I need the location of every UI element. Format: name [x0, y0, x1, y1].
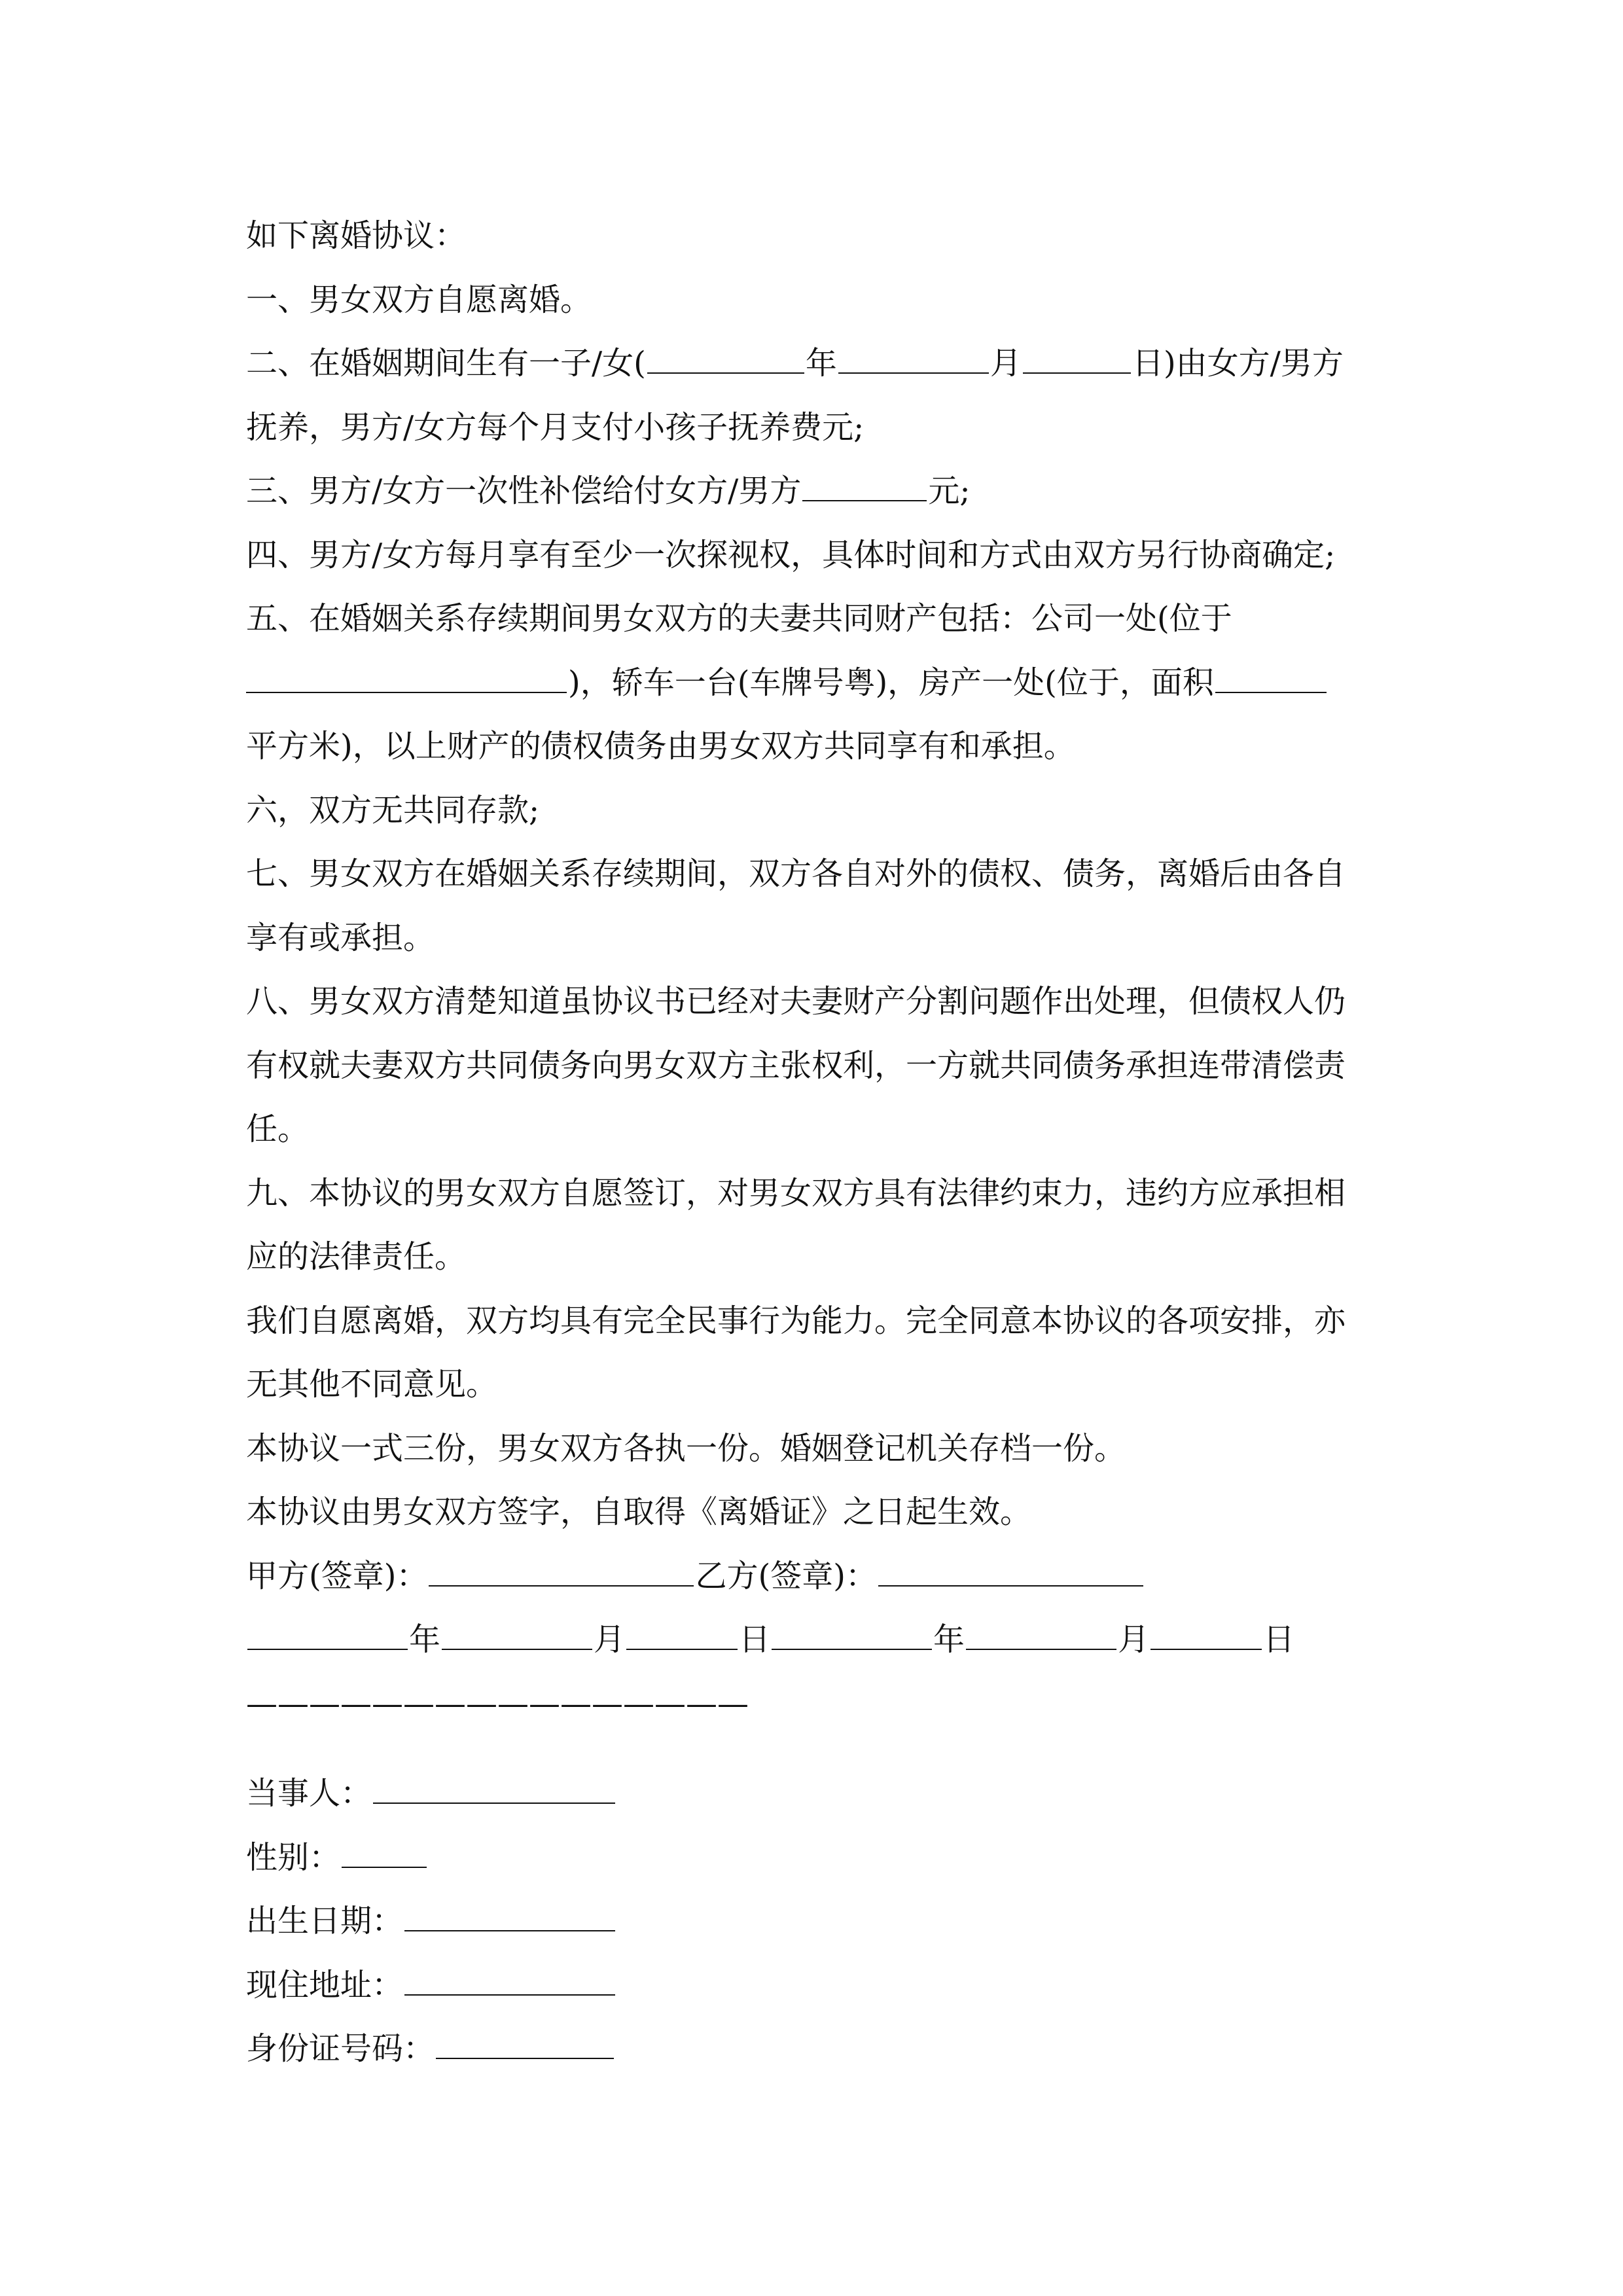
clause-8-line-3: 任。 — [246, 1111, 310, 1147]
party-a-year-blank[interactable] — [247, 1619, 408, 1650]
clause-3-suffix: 元; — [928, 473, 971, 509]
id-number-field — [246, 2017, 1378, 2081]
clause-7-line-1: 七、男女双方在婚姻关系存续期间，双方各自对外的债权、债务，离婚后由各自 — [246, 855, 1346, 892]
clause-2-line-2: 抚养，男方/女方每个月支付小孩子抚养费元; — [246, 408, 865, 446]
copies-line: 本协议一式三份，男女双方各执一份。婚姻登记机关存档一份。 — [246, 1429, 1126, 1467]
gender-label: 性别： — [246, 1839, 341, 1876]
gender-field — [246, 1826, 1378, 1890]
clause-3 — [246, 459, 1378, 524]
company-location-blank[interactable] — [246, 662, 567, 693]
intro-line: 如下离婚协议： — [246, 217, 467, 254]
party-field — [246, 1762, 1378, 1826]
clause-9-line-1: 九、本协议的男女双方自愿签订，对男女双方具有法律约束力，违约方应承担相 — [246, 1174, 1346, 1211]
gender-input[interactable] — [342, 1837, 427, 1868]
clause-3-prefix: 三、男方/女方一次性补偿给付女方/男方 — [246, 473, 802, 509]
divider-line: ———————————————— — [246, 1685, 749, 1722]
party-a-month-blank[interactable] — [442, 1619, 592, 1650]
party-label: 当事人： — [246, 1775, 372, 1812]
party-b-month-blank[interactable] — [966, 1619, 1116, 1650]
month-label: 月 — [1118, 1621, 1150, 1658]
month-label: 月 — [594, 1621, 626, 1658]
id-number-input[interactable] — [436, 2028, 614, 2059]
clause-2-line-1 — [246, 332, 1378, 396]
party-b-year-blank[interactable] — [772, 1619, 932, 1650]
year-label: 年 — [933, 1621, 965, 1658]
signature-date-line — [246, 1608, 1378, 1672]
party-a-day-blank[interactable] — [626, 1619, 738, 1650]
effective-line: 本协议由男女双方签字，自取得《离婚证》之日起生效。 — [246, 1494, 1032, 1530]
party-b-label: 乙方(签章)： — [695, 1557, 877, 1594]
birth-date-label: 出生日期： — [246, 1903, 404, 1939]
clause-4: 四、男方/女方每月享有至少一次探视权，具体时间和方式由双方另行协商确定; — [246, 536, 1336, 573]
clause-2-prefix: 二、在婚姻期间生有一子/女( — [246, 345, 646, 382]
address-label: 现住地址： — [246, 1966, 404, 2003]
year-label: 年 — [805, 345, 837, 382]
birth-date-input[interactable] — [404, 1900, 615, 1931]
statement-line-1: 我们自愿离婚，双方均具有完全民事行为能力。完全同意本协议的各项安排，亦 — [246, 1302, 1346, 1339]
party-a-label: 甲方(签章)： — [246, 1557, 428, 1594]
party-a-signature-blank[interactable] — [429, 1555, 694, 1587]
clause-7-line-2: 享有或承担。 — [246, 919, 435, 956]
clause-6: 六，双方无共同存款; — [246, 791, 540, 829]
year-label: 年 — [409, 1621, 441, 1658]
id-number-label: 身份证号码： — [246, 2030, 435, 2067]
clause-5-line-1: 五、在婚姻关系存续期间男女双方的夫妻共同财产包括：公司一处(位于 — [246, 600, 1232, 637]
child-birth-year-blank[interactable] — [647, 342, 804, 374]
house-area-blank[interactable] — [1215, 662, 1327, 693]
child-birth-month-blank[interactable] — [838, 342, 989, 374]
party-input[interactable] — [373, 1772, 615, 1804]
spacer — [246, 1736, 1378, 1762]
clause-1: 一、男女双方自愿离婚。 — [246, 281, 592, 318]
clause-8-line-2: 有权就夫妻双方共同债务向男女双方主张权利，一方就共同债务承担连带清偿责 — [246, 1047, 1346, 1084]
clause-9-line-2: 应的法律责任。 — [246, 1238, 467, 1275]
month-label: 月 — [990, 345, 1022, 382]
clause-8-line-1: 八、男女双方清楚知道虽协议书已经对夫妻财产分割问题作出处理，但债权人仍 — [246, 983, 1346, 1020]
address-field — [246, 1954, 1378, 2018]
birth-date-field — [246, 1890, 1378, 1954]
child-birth-day-blank[interactable] — [1023, 342, 1131, 374]
address-input[interactable] — [404, 1964, 615, 1996]
party-b-day-blank[interactable] — [1150, 1619, 1262, 1650]
clause-5-line-3: 平方米)，以上财产的债权债务由男女双方共同享有和承担。 — [246, 728, 1075, 764]
day-label: 日 — [1263, 1621, 1295, 1658]
compensation-amount-blank[interactable] — [802, 470, 927, 501]
clause-5-mid: )，轿车一台(车牌号粤)，房产一处(位于，面积 — [568, 664, 1214, 701]
statement-line-2: 无其他不同意见。 — [246, 1366, 498, 1403]
clause-5-line-2 — [246, 651, 1378, 715]
agreement-page — [246, 204, 1378, 2081]
party-b-signature-blank[interactable] — [878, 1555, 1143, 1587]
clause-2-day-suffix: 日)由女方/男方 — [1132, 345, 1344, 382]
day-label: 日 — [739, 1621, 771, 1658]
signature-line — [246, 1545, 1378, 1609]
